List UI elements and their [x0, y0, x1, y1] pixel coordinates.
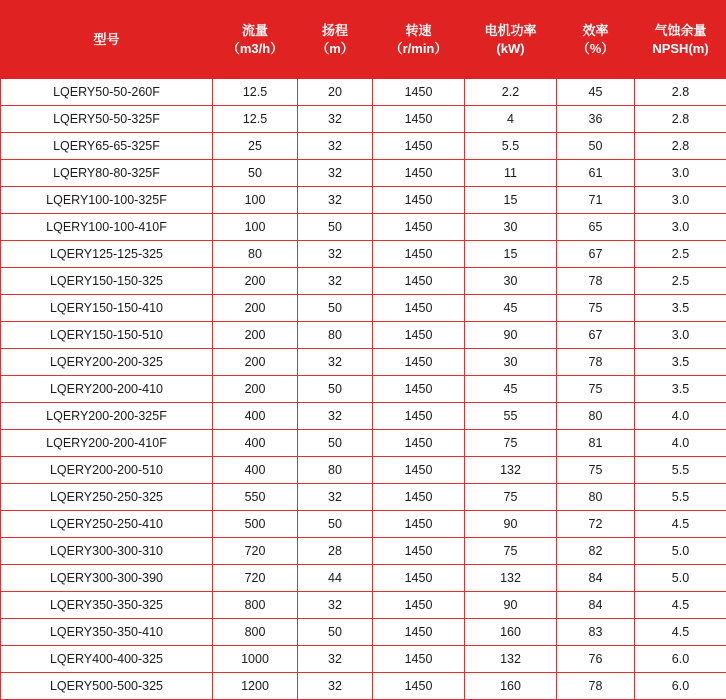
- data-cell: 82: [557, 538, 635, 565]
- data-cell: 5.5: [635, 457, 726, 484]
- table-header-row: [1, 1, 726, 79]
- column-header-4-line-0: 电机功率: [467, 22, 554, 40]
- table-row: [1, 187, 726, 214]
- data-cell: 3.0: [635, 187, 726, 214]
- data-cell: 67: [557, 322, 635, 349]
- data-cell: 4.5: [635, 592, 726, 619]
- data-cell: 84: [557, 592, 635, 619]
- data-cell: 30: [465, 214, 557, 241]
- data-cell: 1450: [373, 322, 465, 349]
- model-cell: LQERY150-150-410: [1, 295, 213, 322]
- model-cell: LQERY50-50-325F: [1, 106, 213, 133]
- data-cell: 200: [213, 322, 298, 349]
- data-cell: 3.5: [635, 349, 726, 376]
- model-cell: LQERY100-100-325F: [1, 187, 213, 214]
- model-cell: LQERY300-300-390: [1, 565, 213, 592]
- data-cell: 50: [213, 160, 298, 187]
- column-header-1: [213, 1, 298, 79]
- table-row: [1, 376, 726, 403]
- column-header-5-line-0: 效率: [559, 22, 632, 40]
- data-cell: 83: [557, 619, 635, 646]
- data-cell: 1450: [373, 187, 465, 214]
- data-cell: 3.5: [635, 295, 726, 322]
- data-cell: 75: [557, 457, 635, 484]
- data-cell: 45: [465, 376, 557, 403]
- column-header-1-line-0: 流量: [215, 22, 295, 40]
- data-cell: 50: [298, 430, 373, 457]
- model-cell: LQERY125-125-325: [1, 241, 213, 268]
- data-cell: 75: [465, 538, 557, 565]
- table-row: [1, 295, 726, 322]
- data-cell: 200: [213, 349, 298, 376]
- data-cell: 32: [298, 646, 373, 673]
- data-cell: 32: [298, 268, 373, 295]
- data-cell: 80: [298, 322, 373, 349]
- data-cell: 32: [298, 484, 373, 511]
- data-cell: 160: [465, 673, 557, 700]
- data-cell: 2.2: [465, 79, 557, 106]
- model-cell: LQERY200-200-510: [1, 457, 213, 484]
- column-header-2-line-1: （m）: [300, 40, 370, 58]
- data-cell: 15: [465, 241, 557, 268]
- data-cell: 32: [298, 133, 373, 160]
- data-cell: 1450: [373, 403, 465, 430]
- data-cell: 5.5: [635, 484, 726, 511]
- data-cell: 32: [298, 403, 373, 430]
- table-row: [1, 457, 726, 484]
- data-cell: 1450: [373, 646, 465, 673]
- data-cell: 3.5: [635, 376, 726, 403]
- model-cell: LQERY65-65-325F: [1, 133, 213, 160]
- data-cell: 1450: [373, 592, 465, 619]
- table-header: [1, 1, 726, 79]
- data-cell: 28: [298, 538, 373, 565]
- data-cell: 1000: [213, 646, 298, 673]
- data-cell: 45: [557, 79, 635, 106]
- column-header-3: [373, 1, 465, 79]
- model-cell: LQERY80-80-325F: [1, 160, 213, 187]
- column-header-6-line-1: NPSH(m): [637, 40, 724, 58]
- data-cell: 720: [213, 565, 298, 592]
- model-cell: LQERY350-350-325: [1, 592, 213, 619]
- data-cell: 200: [213, 268, 298, 295]
- column-header-4-line-1: (kW): [467, 40, 554, 58]
- data-cell: 75: [465, 430, 557, 457]
- model-cell: LQERY200-200-410F: [1, 430, 213, 457]
- data-cell: 200: [213, 376, 298, 403]
- data-cell: 50: [298, 214, 373, 241]
- table-row: [1, 646, 726, 673]
- table-row: [1, 106, 726, 133]
- column-header-1-line-1: （m3/h）: [215, 40, 295, 58]
- data-cell: 78: [557, 349, 635, 376]
- model-cell: LQERY100-100-410F: [1, 214, 213, 241]
- model-cell: LQERY150-150-325: [1, 268, 213, 295]
- table-body: [1, 79, 726, 700]
- model-cell: LQERY200-200-325: [1, 349, 213, 376]
- table-row: [1, 484, 726, 511]
- data-cell: 30: [465, 349, 557, 376]
- table-row: [1, 268, 726, 295]
- data-cell: 1450: [373, 430, 465, 457]
- table-row: [1, 160, 726, 187]
- data-cell: 80: [213, 241, 298, 268]
- data-cell: 1450: [373, 106, 465, 133]
- data-cell: 4.5: [635, 619, 726, 646]
- data-cell: 800: [213, 619, 298, 646]
- table-row: [1, 403, 726, 430]
- data-cell: 1450: [373, 511, 465, 538]
- data-cell: 1450: [373, 241, 465, 268]
- data-cell: 1450: [373, 79, 465, 106]
- data-cell: 75: [465, 484, 557, 511]
- data-cell: 11: [465, 160, 557, 187]
- data-cell: 132: [465, 646, 557, 673]
- data-cell: 12.5: [213, 79, 298, 106]
- data-cell: 80: [298, 457, 373, 484]
- data-cell: 5.5: [465, 133, 557, 160]
- column-header-3-line-0: 转速: [375, 22, 462, 40]
- data-cell: 720: [213, 538, 298, 565]
- model-cell: LQERY50-50-260F: [1, 79, 213, 106]
- data-cell: 50: [298, 511, 373, 538]
- data-cell: 25: [213, 133, 298, 160]
- data-cell: 1450: [373, 214, 465, 241]
- data-cell: 1450: [373, 133, 465, 160]
- data-cell: 78: [557, 673, 635, 700]
- data-cell: 160: [465, 619, 557, 646]
- data-cell: 32: [298, 187, 373, 214]
- data-cell: 32: [298, 160, 373, 187]
- table-row: [1, 349, 726, 376]
- data-cell: 32: [298, 592, 373, 619]
- model-cell: LQERY400-400-325: [1, 646, 213, 673]
- data-cell: 400: [213, 403, 298, 430]
- data-cell: 44: [298, 565, 373, 592]
- data-cell: 75: [557, 295, 635, 322]
- column-header-2: [298, 1, 373, 79]
- data-cell: 78: [557, 268, 635, 295]
- column-header-4: [465, 1, 557, 79]
- data-cell: 3.0: [635, 214, 726, 241]
- data-cell: 2.8: [635, 79, 726, 106]
- data-cell: 55: [465, 403, 557, 430]
- table-row: [1, 511, 726, 538]
- data-cell: 100: [213, 187, 298, 214]
- table-row: [1, 322, 726, 349]
- data-cell: 3.0: [635, 160, 726, 187]
- data-cell: 5.0: [635, 538, 726, 565]
- data-cell: 61: [557, 160, 635, 187]
- data-cell: 4.5: [635, 511, 726, 538]
- data-cell: 1450: [373, 457, 465, 484]
- column-header-2-line-0: 扬程: [300, 22, 370, 40]
- column-header-5-line-1: （%）: [559, 40, 632, 58]
- data-cell: 4: [465, 106, 557, 133]
- table-row: [1, 79, 726, 106]
- data-cell: 50: [557, 133, 635, 160]
- data-cell: 400: [213, 457, 298, 484]
- data-cell: 1450: [373, 619, 465, 646]
- data-cell: 15: [465, 187, 557, 214]
- data-cell: 50: [298, 295, 373, 322]
- data-cell: 3.0: [635, 322, 726, 349]
- data-cell: 5.0: [635, 565, 726, 592]
- data-cell: 76: [557, 646, 635, 673]
- data-cell: 75: [557, 376, 635, 403]
- table-row: [1, 241, 726, 268]
- data-cell: 80: [557, 403, 635, 430]
- table-row: [1, 619, 726, 646]
- model-cell: LQERY200-200-325F: [1, 403, 213, 430]
- data-cell: 6.0: [635, 646, 726, 673]
- data-cell: 1450: [373, 484, 465, 511]
- data-cell: 2.8: [635, 106, 726, 133]
- column-header-5: [557, 1, 635, 79]
- data-cell: 32: [298, 241, 373, 268]
- column-header-6-line-0: 气蚀余量: [637, 22, 724, 40]
- data-cell: 2.5: [635, 241, 726, 268]
- data-cell: 2.5: [635, 268, 726, 295]
- data-cell: 45: [465, 295, 557, 322]
- data-cell: 500: [213, 511, 298, 538]
- model-cell: LQERY350-350-410: [1, 619, 213, 646]
- table-row: [1, 592, 726, 619]
- data-cell: 50: [298, 376, 373, 403]
- data-cell: 32: [298, 349, 373, 376]
- data-cell: 1450: [373, 349, 465, 376]
- data-cell: 1450: [373, 295, 465, 322]
- column-header-0: [1, 1, 213, 79]
- model-cell: LQERY200-200-410: [1, 376, 213, 403]
- data-cell: 132: [465, 565, 557, 592]
- data-cell: 4.0: [635, 430, 726, 457]
- data-cell: 32: [298, 673, 373, 700]
- model-cell: LQERY150-150-510: [1, 322, 213, 349]
- table-row: [1, 538, 726, 565]
- data-cell: 1450: [373, 565, 465, 592]
- data-cell: 20: [298, 79, 373, 106]
- data-cell: 550: [213, 484, 298, 511]
- data-cell: 1450: [373, 376, 465, 403]
- data-cell: 1450: [373, 268, 465, 295]
- data-cell: 67: [557, 241, 635, 268]
- data-cell: 6.0: [635, 673, 726, 700]
- data-cell: 81: [557, 430, 635, 457]
- table-row: [1, 565, 726, 592]
- data-cell: 12.5: [213, 106, 298, 133]
- data-cell: 50: [298, 619, 373, 646]
- model-cell: LQERY500-500-325: [1, 673, 213, 700]
- data-cell: 90: [465, 592, 557, 619]
- table-row: [1, 673, 726, 700]
- model-cell: LQERY250-250-410: [1, 511, 213, 538]
- data-cell: 90: [465, 511, 557, 538]
- data-cell: 71: [557, 187, 635, 214]
- data-cell: 72: [557, 511, 635, 538]
- data-cell: 84: [557, 565, 635, 592]
- data-cell: 1200: [213, 673, 298, 700]
- data-cell: 30: [465, 268, 557, 295]
- column-header-0-line-0: 型号: [3, 31, 210, 49]
- data-cell: 1450: [373, 160, 465, 187]
- data-cell: 80: [557, 484, 635, 511]
- data-cell: 2.8: [635, 133, 726, 160]
- column-header-6: [635, 1, 726, 79]
- data-cell: 132: [465, 457, 557, 484]
- data-cell: 400: [213, 430, 298, 457]
- table-row: [1, 214, 726, 241]
- data-cell: 1450: [373, 673, 465, 700]
- column-header-3-line-1: （r/min）: [375, 40, 462, 58]
- model-cell: LQERY250-250-325: [1, 484, 213, 511]
- data-cell: 32: [298, 106, 373, 133]
- data-cell: 100: [213, 214, 298, 241]
- data-cell: 200: [213, 295, 298, 322]
- model-cell: LQERY300-300-310: [1, 538, 213, 565]
- data-cell: 4.0: [635, 403, 726, 430]
- table-row: [1, 133, 726, 160]
- data-cell: 800: [213, 592, 298, 619]
- table-row: [1, 430, 726, 457]
- data-cell: 36: [557, 106, 635, 133]
- data-cell: 65: [557, 214, 635, 241]
- data-cell: 1450: [373, 538, 465, 565]
- data-cell: 90: [465, 322, 557, 349]
